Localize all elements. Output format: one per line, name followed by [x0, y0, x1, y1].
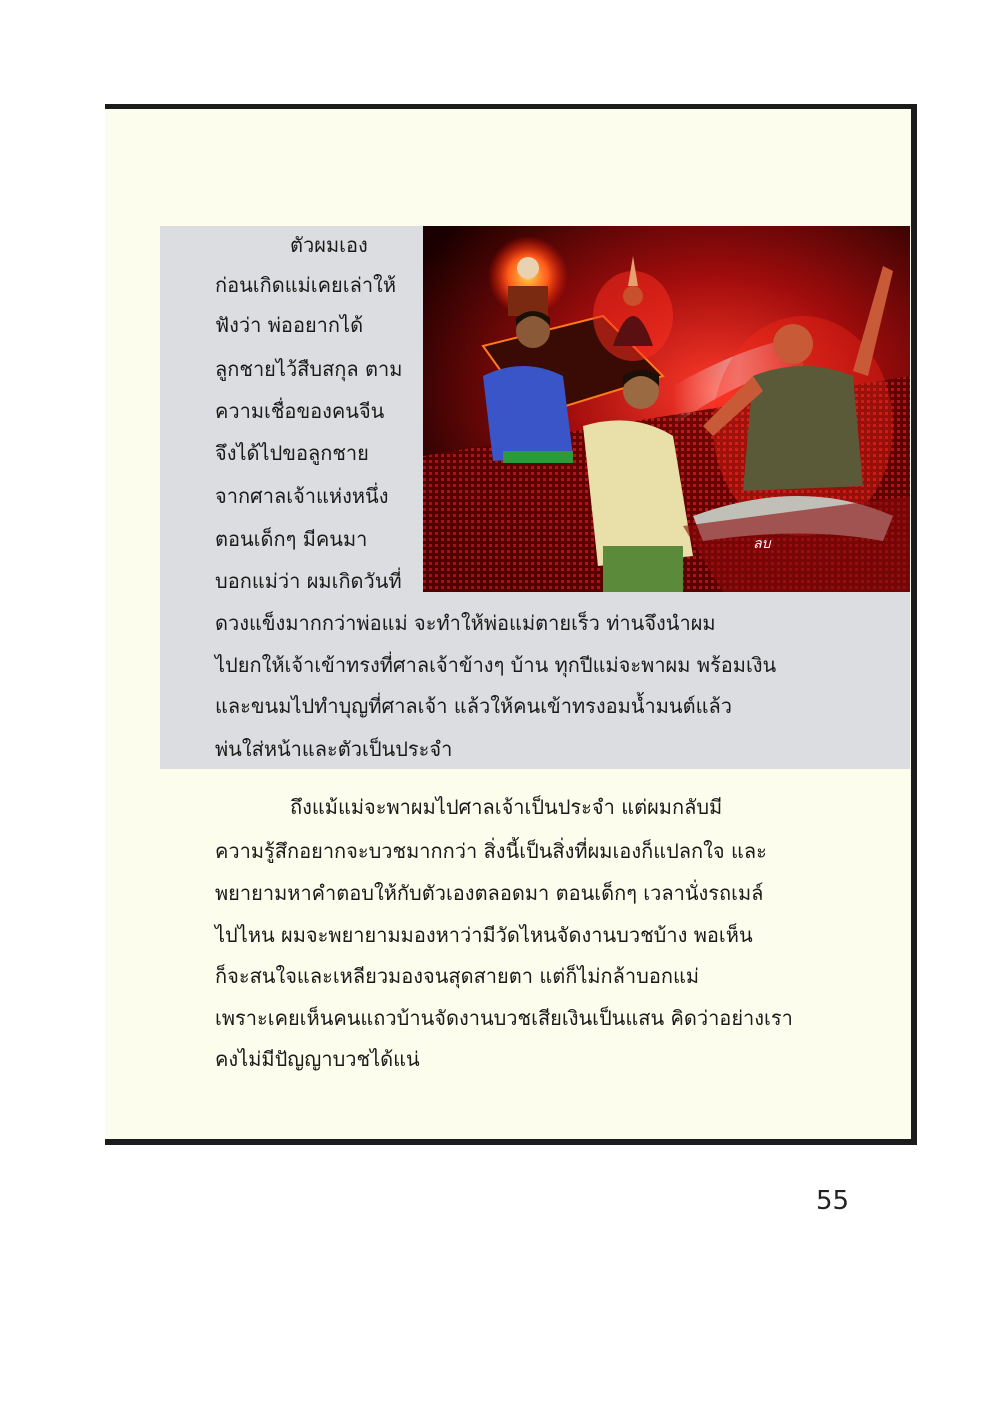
- story-line: ดวงแข็งมากกว่าพ่อแม่ จะทำให้พ่อแม่ตายเร็ว ท่านจึงนำผม: [215, 611, 716, 635]
- body-line: ความรู้สึกอยากจะบวชมากกว่า สิ่งนี้เป็นสิ่งที่ผมเองก็แปลกใจ และ: [215, 839, 767, 863]
- body-line: ถึงแม้แม่จะพาผมไปศาลเจ้าเป็นประจำ แต่ผมกลับมี: [290, 795, 723, 819]
- body-line: เพราะเคยเห็นคนแถวบ้านจัดงานบวชเสียเงินเป็นแสน คิดว่าอย่างเรา: [215, 1006, 793, 1030]
- illustration-svg: [423, 226, 910, 592]
- story-line: ตัวผมเอง: [290, 233, 368, 257]
- story-line: พ่นใส่หน้าและตัวเป็นประจำ: [215, 737, 453, 761]
- story-line: ไปยกให้เจ้าเข้าทรงที่ศาลเจ้าข้างๆ บ้าน ทุกปีแม่จะพาผม พร้อมเงิน: [215, 653, 777, 677]
- shrine-illustration: [423, 226, 910, 592]
- story-line: จากศาลเจ้าแห่งหนึ่ง: [215, 484, 389, 508]
- page-number: 55: [816, 1186, 850, 1216]
- artist-signature: ลบ: [753, 536, 771, 552]
- story-line: จึงได้ไปขอลูกชาย: [215, 441, 369, 465]
- body-line: คงไม่มีปัญญาบวชได้แน่: [215, 1047, 420, 1071]
- story-line: ความเชื่อของคนจีน: [215, 399, 385, 423]
- body-line: พยายามหาคำตอบให้กับตัวเองตลอดมา ตอนเด็กๆ เวลานั่งรถเมล์: [215, 881, 764, 905]
- story-line: ฟังว่า พ่ออยากได้: [215, 313, 364, 337]
- body-line: ไปไหน ผมจะพยายามมองหาว่ามีวัดไหนจัดงานบวชบ้าง พอเห็น: [215, 923, 753, 947]
- story-line: ตอนเด็กๆ มีคนมา: [215, 527, 368, 551]
- body-line: ก็จะสนใจและเหลียวมองจนสุดสายตา แต่ก็ไม่กล้าบอกแม่: [215, 964, 700, 988]
- story-line: ก่อนเกิดแม่เคยเล่าให้: [215, 273, 397, 297]
- story-line: ลูกชายไว้สืบสกุล ตาม: [215, 357, 403, 381]
- story-line: บอกแม่ว่า ผมเกิดวันที่: [215, 569, 402, 593]
- story-line: และขนมไปทำบุญที่ศาลเจ้า แล้วให้คนเข้าทรงอมน้ำมนต์แล้ว: [215, 694, 732, 718]
